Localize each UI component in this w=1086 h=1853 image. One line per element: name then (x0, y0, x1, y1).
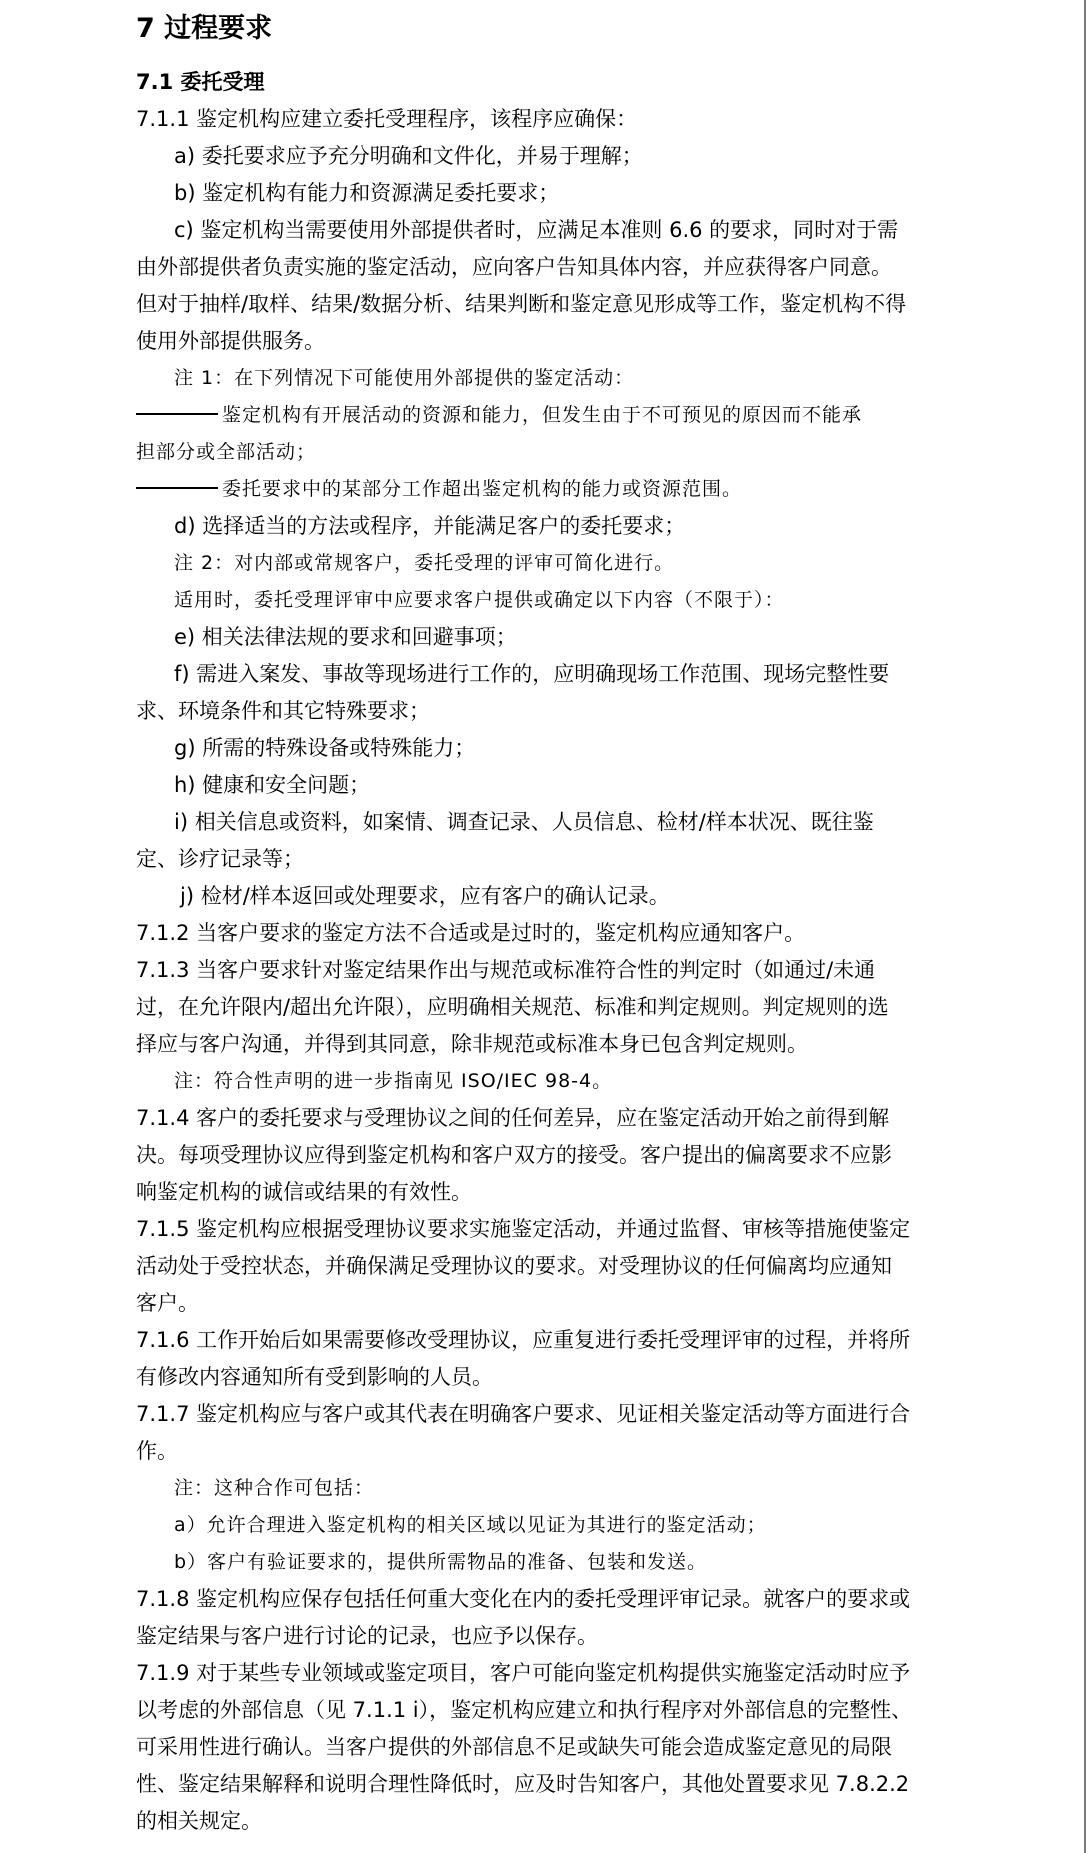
list-item-h: h) 健康和安全问题； (174, 773, 371, 797)
note-2: 注 2：对内部或常规客户，委托受理的评审可简化进行。 (174, 552, 675, 574)
note-conformity: 注：符合性声明的进一步指南见 ISO/IEC 98-4。 (174, 1070, 613, 1092)
note-dash-item-2 (136, 471, 976, 508)
list-item-f: f) 需进入案发、事故等现场进行工作的，应明确现场工作范围、现场完整性要 (174, 662, 890, 686)
list-item-b: b) 鉴定机构有能力和资源满足委托要求； (174, 181, 560, 205)
clause-7-1-9: 7.1.9 对于某些专业领域或鉴定项目，客户可能向鉴定机构提供实施鉴定活动时应予 (136, 1661, 911, 1685)
paragraph-line: 鉴定结果与客户进行讨论的记录，也应予以保存。 (136, 1624, 598, 1648)
paragraph-line: 由外部提供者负责实施的鉴定活动，应向客户告知具体内容，并应获得客户同意。 (136, 255, 892, 279)
clause-7-1-8: 7.1.8 鉴定机构应保存包括任何重大变化在内的委托受理评审记录。就客户的要求或 (136, 1587, 911, 1611)
paragraph-line: 过，在允许限内/超出允许限），应明确相关规范、标准和判定规则。判定规则的选 (136, 995, 889, 1019)
clause-7-1-1: 7.1.1 鉴定机构应建立委托受理程序，该程序应确保： (136, 107, 638, 131)
paragraph-line: 活动处于受控状态，并确保满足受理协议的要求。对受理协议的任何偏离均应通知 (136, 1254, 892, 1278)
clause-7-1-4: 7.1.4 客户的委托要求与受理协议之间的任何差异，应在鉴定活动开始之前得到解 (136, 1106, 890, 1130)
list-item-c: c) 鉴定机构当需要使用外部提供者时，应满足本准则 6.6 的要求，同时对于需 (174, 218, 899, 242)
applicability-line: 适用时，委托受理评审中应要求客户提供或确定以下内容（不限于）： (174, 589, 785, 611)
paragraph-line: 担部分或全部活动； (136, 441, 317, 463)
clause-7-1-2: 7.1.2 当客户要求的鉴定方法不合适或是过时的，鉴定机构应通知客户。 (136, 921, 806, 945)
paragraph-line: 决。每项受理协议应得到鉴定机构和客户双方的接受。客户提出的偏离要求不应影 (136, 1143, 892, 1167)
paragraph-line: 的相关规定。 (136, 1809, 262, 1833)
list-item-a: a) 委托要求应予充分明确和文件化，并易于理解； (174, 144, 643, 168)
note-dash-text: 鉴定机构有开展活动的资源和能力，但发生由于不可预见的原因而不能承 (222, 404, 863, 426)
clause-7-1-7: 7.1.7 鉴定机构应与客户或其代表在明确客户要求、见证相关鉴定活动等方面进行合 (136, 1402, 911, 1426)
list-item-j: j) 检材/样本返回或处理要求，应有客户的确认记录。 (180, 884, 670, 908)
paragraph-line: 使用外部提供服务。 (136, 329, 325, 353)
note-dash-item-1 (136, 397, 976, 434)
paragraph-line: 作。 (136, 1439, 178, 1463)
paragraph-line: 客户。 (136, 1291, 199, 1315)
em-dash-rule (136, 413, 218, 415)
subsection-heading: 7.1 委托受理 (136, 70, 265, 94)
note-1: 注 1：在下列情况下可能使用外部提供的鉴定活动： (174, 367, 635, 389)
note-item-a: a）允许合理进入鉴定机构的相关区域以见证为其进行的鉴定活动； (174, 1514, 767, 1536)
list-item-g: g) 所需的特殊设备或特殊能力； (174, 736, 476, 760)
list-item-e: e) 相关法律法规的要求和回避事项； (174, 625, 517, 649)
document-body (136, 8, 976, 1840)
paragraph-line: 可采用性进行确认。当客户提供的外部信息不足或缺失可能会造成鉴定意见的局限 (136, 1735, 892, 1759)
paragraph-line: 性、鉴定结果解释和说明合理性降低时，应及时告知客户，其他处置要求见 7.8.2.2 (136, 1772, 910, 1796)
paragraph-line: 以考虑的外部信息（见 7.1.1 i），鉴定机构应建立和执行程序对外部信息的完整性、 (136, 1698, 913, 1722)
list-item-d: d) 选择适当的方法或程序，并能满足客户的委托要求； (174, 514, 686, 538)
list-item-i: i) 相关信息或资料，如案情、调查记录、人员信息、检材/样本状况、既往鉴 (174, 810, 874, 834)
clause-7-1-5: 7.1.5 鉴定机构应根据受理协议要求实施鉴定活动，并通过监督、审核等措施使鉴定 (136, 1217, 911, 1241)
paragraph-line: 求、环境条件和其它特殊要求； (136, 699, 430, 723)
clause-7-1-3: 7.1.3 当客户要求针对鉴定结果作出与规范或标准符合性的判定时（如通过/未通 (136, 958, 876, 982)
note-item-b: b）客户有验证要求的，提供所需物品的准备、包装和发送。 (174, 1551, 708, 1573)
paragraph-line: 响鉴定机构的诚信或结果的有效性。 (136, 1180, 472, 1204)
paragraph-line: 有修改内容通知所有受到影响的人员。 (136, 1365, 493, 1389)
note-dash-text: 委托要求中的某部分工作超出鉴定机构的能力或资源范围。 (222, 478, 743, 500)
paragraph-line: 但对于抽样/取样、结果/数据分析、结果判断和鉴定意见形成等工作，鉴定机构不得 (136, 292, 907, 316)
note-cooperation: 注：这种合作可包括： (174, 1477, 375, 1499)
section-heading: 7 过程要求 (136, 13, 273, 44)
em-dash-rule (136, 487, 218, 489)
paragraph-line: 定、诊疗记录等； (136, 847, 304, 871)
paragraph-line: 择应与客户沟通，并得到其同意，除非规范或标准本身已包含判定规则。 (136, 1032, 808, 1056)
clause-7-1-6: 7.1.6 工作开始后如果需要修改受理协议，应重复进行委托受理评审的过程，并将所 (136, 1328, 911, 1352)
